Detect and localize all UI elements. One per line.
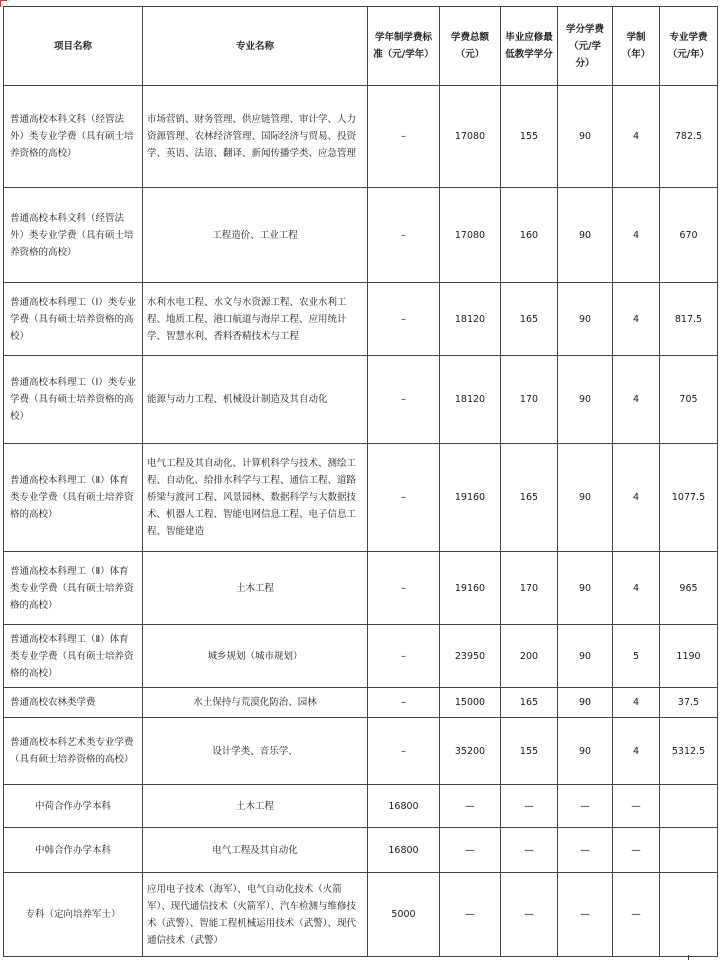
header-row (4, 7, 718, 86)
majors-cell: 城乡规划（城市规划） (143, 625, 368, 688)
table-row (4, 552, 718, 625)
annual-fee-cell: – (368, 356, 440, 444)
table-row (4, 828, 718, 873)
credit-fee-cell: 90 (558, 552, 613, 625)
annual-fee-cell: – (368, 444, 440, 552)
header-credit-fee: 学分学费（元/学分） (558, 7, 613, 86)
item-cell: 普通高校本科理工（Ⅰ）类专业学费（具有硕士培养资格的高校） (4, 283, 143, 356)
years-cell: 4 (613, 356, 660, 444)
annual-fee-cell: 16800 (368, 828, 440, 873)
total-fee-cell: 19160 (440, 444, 501, 552)
item-cell: 普通高校本科理工（Ⅱ）体育类专业学费（具有硕士培养资格的高校） (4, 444, 143, 552)
tuition-fee-table (3, 6, 718, 957)
item-cell: 普通高校本科理工（Ⅱ）体育类专业学费（具有硕士培养资格的高校） (4, 625, 143, 688)
total-fee-cell: 23950 (440, 625, 501, 688)
item-cell: 普通高校本科文科（经管法外）类专业学费（具有硕士培养资格的高校） (4, 86, 143, 188)
header-annual-fee-standard: 学年制学费标准（元/学年） (368, 7, 440, 86)
major-fee-cell (660, 785, 718, 828)
major-fee-cell (660, 873, 718, 957)
years-cell: 4 (613, 283, 660, 356)
item-cell: 普通高校农林类学费 (4, 688, 143, 718)
credit-fee-cell: — (558, 828, 613, 873)
years-cell: — (613, 785, 660, 828)
years-cell: 4 (613, 444, 660, 552)
majors-cell: 水利水电工程、水文与水资源工程、农业水利工程、地质工程、港口航道与海岸工程、应用统计学、智慧水利、香料香精技术与工程 (143, 283, 368, 356)
annual-fee-cell: – (368, 625, 440, 688)
annual-fee-cell: – (368, 86, 440, 188)
years-cell: 4 (613, 688, 660, 718)
table-row (4, 188, 718, 283)
item-cell: 普通高校本科文科（经管法外）类专业学费（具有硕士培养资格的高校） (4, 188, 143, 283)
majors-cell: 土木工程 (143, 785, 368, 828)
total-fee-cell: 17080 (440, 188, 501, 283)
total-fee-cell: 18120 (440, 283, 501, 356)
annual-fee-cell: 16800 (368, 785, 440, 828)
annual-fee-cell: 5000 (368, 873, 440, 957)
major-fee-cell: 817.5 (660, 283, 718, 356)
majors-cell: 能源与动力工程、机械设计制造及其自动化 (143, 356, 368, 444)
major-fee-cell: 5312.5 (660, 718, 718, 785)
table-row (4, 718, 718, 785)
majors-cell: 设计学类、音乐学、 (143, 718, 368, 785)
credits-cell: 170 (501, 552, 558, 625)
credits-cell: — (501, 873, 558, 957)
total-fee-cell: 17080 (440, 86, 501, 188)
years-cell: — (613, 828, 660, 873)
total-fee-cell: — (440, 785, 501, 828)
page-tick-mark (688, 955, 689, 960)
credits-cell: — (501, 828, 558, 873)
credits-cell: 160 (501, 188, 558, 283)
years-cell: 5 (613, 625, 660, 688)
item-cell: 中韩合作办学本科 (4, 828, 143, 873)
credits-cell: 200 (501, 625, 558, 688)
table-row (4, 444, 718, 552)
credit-fee-cell: — (558, 785, 613, 828)
years-cell: 4 (613, 188, 660, 283)
table-row (4, 625, 718, 688)
credits-cell: 165 (501, 444, 558, 552)
total-fee-cell: 18120 (440, 356, 501, 444)
credit-fee-cell: 90 (558, 718, 613, 785)
total-fee-cell: 35200 (440, 718, 501, 785)
credits-cell: 170 (501, 356, 558, 444)
credit-fee-cell: 90 (558, 688, 613, 718)
item-cell: 专科（定向培养军士） (4, 873, 143, 957)
majors-cell: 土木工程 (143, 552, 368, 625)
annual-fee-cell: – (368, 718, 440, 785)
table-row (4, 688, 718, 718)
major-fee-cell: 1190 (660, 625, 718, 688)
annual-fee-cell: – (368, 188, 440, 283)
major-fee-cell: 670 (660, 188, 718, 283)
table-row (4, 785, 718, 828)
majors-cell: 工程造价、工业工程 (143, 188, 368, 283)
table-row (4, 873, 718, 957)
credits-cell: — (501, 785, 558, 828)
header-total-fee: 学费总额（元） (440, 7, 501, 86)
credit-fee-cell: 90 (558, 188, 613, 283)
header-major-name: 专业名称 (143, 7, 368, 86)
credit-fee-cell: 90 (558, 86, 613, 188)
majors-cell: 应用电子技术（海军）、电气自动化技术（火箭军）、现代通信技术（火箭军）、汽车检测与维修技术（武警）、智能工程机械运用技术（武警）、现代通信技术（武警） (143, 873, 368, 957)
majors-cell: 水土保持与荒漠化防治、园林 (143, 688, 368, 718)
credits-cell: 155 (501, 86, 558, 188)
total-fee-cell: 15000 (440, 688, 501, 718)
major-fee-cell: 37.5 (660, 688, 718, 718)
years-cell: — (613, 873, 660, 957)
major-fee-cell: 782.5 (660, 86, 718, 188)
header-duration: 学制（年） (613, 7, 660, 86)
table-row (4, 283, 718, 356)
item-cell: 普通高校本科艺术类专业学费（具有硕士培养资格的高校） (4, 718, 143, 785)
major-fee-cell: 965 (660, 552, 718, 625)
years-cell: 4 (613, 718, 660, 785)
major-fee-cell: 1077.5 (660, 444, 718, 552)
majors-cell: 市场营销、财务管理、供应链管理、审计学、人力资源管理、农林经济管理、国际经济与贸易、投资学、英语、法语、翻译、新闻传播学类、应急管理 (143, 86, 368, 188)
years-cell: 4 (613, 86, 660, 188)
item-cell: 普通高校本科理工（Ⅱ）体育类专业学费（具有硕士培养资格的高校） (4, 552, 143, 625)
credit-fee-cell: 90 (558, 444, 613, 552)
item-cell: 中荷合作办学本科 (4, 785, 143, 828)
total-fee-cell: — (440, 828, 501, 873)
table-row (4, 356, 718, 444)
annual-fee-cell: – (368, 283, 440, 356)
header-item-name: 项目名称 (4, 7, 143, 86)
item-cell: 普通高校本科理工（Ⅰ）类专业学费（具有硕士培养资格的高校） (4, 356, 143, 444)
credits-cell: 155 (501, 718, 558, 785)
annual-fee-cell: – (368, 552, 440, 625)
credit-fee-cell: 90 (558, 356, 613, 444)
credits-cell: 165 (501, 688, 558, 718)
header-major-fee: 专业学费（元/年） (660, 7, 718, 86)
major-fee-cell (660, 828, 718, 873)
total-fee-cell: 19160 (440, 552, 501, 625)
credit-fee-cell: 90 (558, 625, 613, 688)
credit-fee-cell: — (558, 873, 613, 957)
major-fee-cell: 705 (660, 356, 718, 444)
credit-fee-cell: 90 (558, 283, 613, 356)
majors-cell: 电气工程及其自动化、计算机科学与技术、测绘工程、自动化、给排水科学与工程、通信工程、道路桥梁与渡河工程、风景园林、数据科学与大数据技术、机器人工程、智能电网信息工程、电子信息工程、智能建造 (143, 444, 368, 552)
header-min-credits: 毕业应修最低教学学分 (501, 7, 558, 86)
majors-cell: 电气工程及其自动化 (143, 828, 368, 873)
credits-cell: 165 (501, 283, 558, 356)
annual-fee-cell: – (368, 688, 440, 718)
table-row (4, 86, 718, 188)
years-cell: 4 (613, 552, 660, 625)
total-fee-cell: — (440, 873, 501, 957)
